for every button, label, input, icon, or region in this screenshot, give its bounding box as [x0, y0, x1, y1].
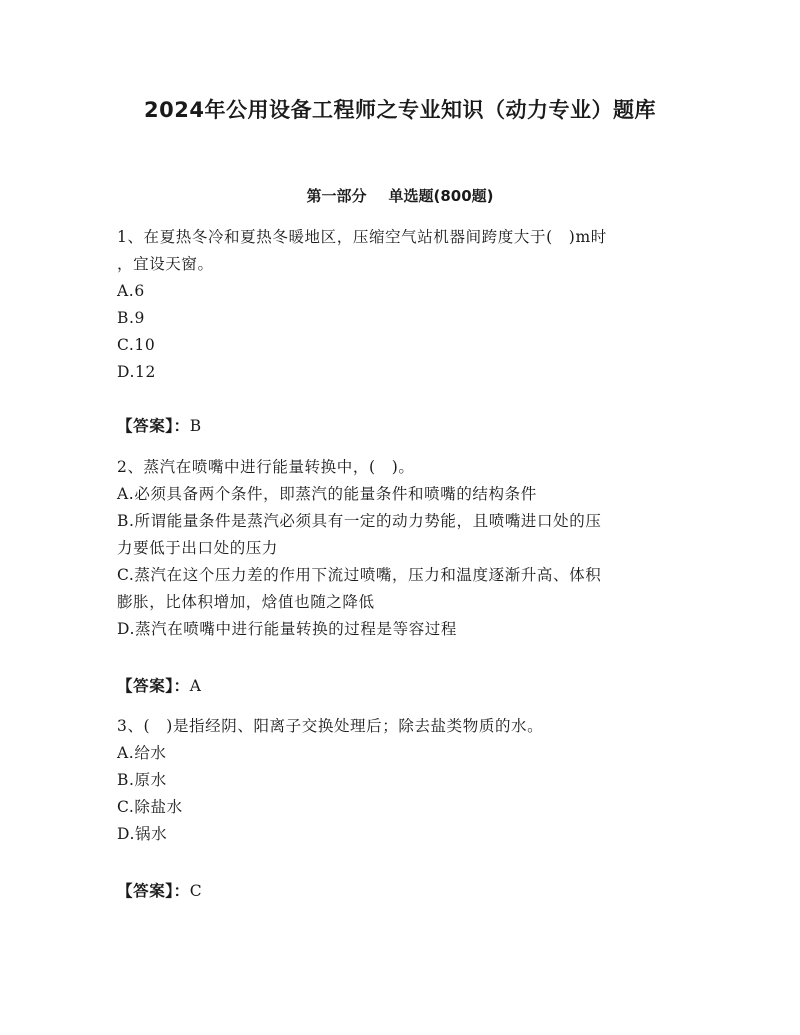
question-1-answer [117, 414, 677, 438]
question-3-option-b: B.原水 [117, 771, 167, 789]
question-1-option-d: D.12 [117, 363, 156, 381]
answer-value: B [189, 417, 202, 435]
question-2-stem-line-1: 2、蒸汽在喷嘴中进行能量转换中，( )。 [117, 458, 415, 476]
question-2-option-d: D.蒸汽在喷嘴中进行能量转换的过程是等容过程 [117, 620, 458, 638]
question-2-option-c-line-1: C.蒸汽在这个压力差的作用下流过喷嘴，压力和温度逐渐升高、体积 [117, 566, 602, 584]
question-1-stem-line-1: 1、在夏热冬冷和夏热冬暖地区，压缩空气站机器间跨度大于( )m时 [117, 228, 607, 246]
question-3-answer [117, 879, 677, 903]
question-3-option-a: A.给水 [117, 744, 167, 762]
answer-label: 【答案】： [117, 882, 190, 900]
question-3-stem-line-1: 3、( )是指经阴、阳离子交换处理后；除去盐类物质的水。 [117, 717, 544, 735]
question-2-option-a: A.必须具备两个条件，即蒸汽的能量条件和喷嘴的结构条件 [117, 485, 537, 503]
question-2-option-b-line-1: B.所谓能量条件是蒸汽必须具有一定的动力势能，且喷嘴进口处的压 [117, 512, 602, 530]
question-1-option-c: C.10 [117, 336, 156, 354]
question-3-option-c: C.除盐水 [117, 798, 183, 816]
question-1-option-a: A.6 [117, 282, 145, 300]
question-2-option-c-line-2: 膨胀，比体积增加，焓值也随之降低 [117, 593, 375, 611]
answer-label: 【答案】： [117, 417, 190, 435]
section-name: 单选题(800题) [388, 187, 494, 205]
answer-value: A [189, 677, 202, 695]
question-3-option-d: D.锅水 [117, 825, 168, 843]
section-part: 第一部分 [306, 187, 367, 205]
question-2-answer [117, 674, 677, 698]
question-1-option-b: B.9 [117, 309, 145, 327]
answer-label: 【答案】： [117, 677, 190, 695]
answer-value: C [189, 882, 203, 900]
question-1-stem-line-2: ，宜设天窗。 [117, 255, 214, 273]
question-2-option-b-line-2: 力要低于出口处的压力 [117, 539, 279, 557]
section-title [0, 184, 800, 208]
document-title: 2024年公用设备工程师之专业知识（动力专业）题库 [144, 98, 656, 122]
